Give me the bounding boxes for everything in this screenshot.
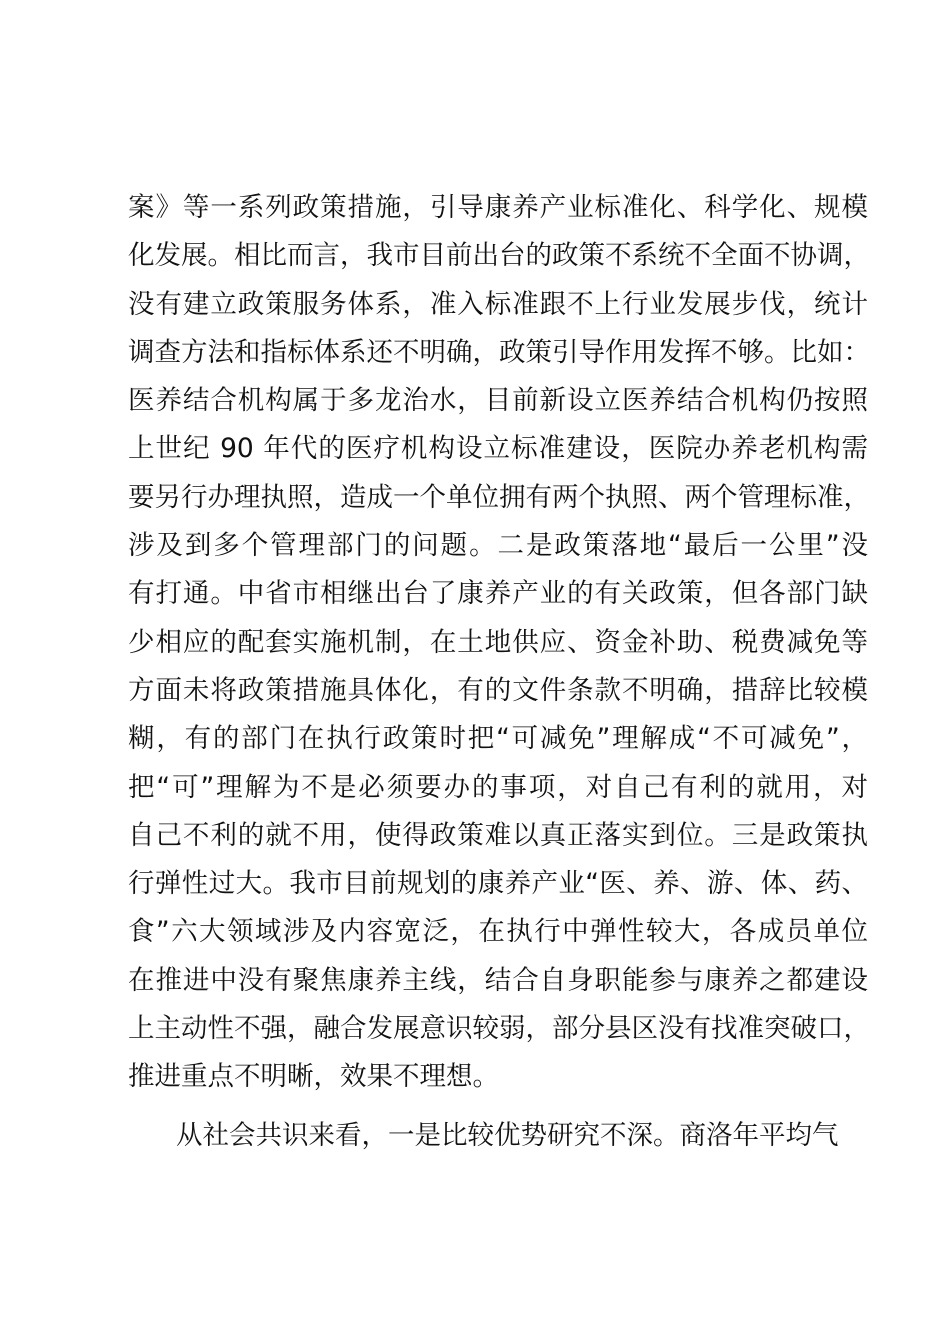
text-line: 化发展。相比而言，我市目前出台的政策不系统不全面不协调，: [128, 240, 870, 272]
text-line: 从社会共识来看，一是比较优势研究不深。商洛年平均气: [176, 1119, 839, 1151]
body-text: [128, 188, 868, 1164]
text-line: 没有建立政策服务体系，准入标准跟不上行业发展步伐，统计: [128, 288, 868, 320]
text-line: 要另行办理执照，造成一个单位拥有两个执照、两个管理标准，: [128, 481, 870, 513]
paragraph-policy-issues: [128, 188, 868, 1106]
paragraph-gap: [128, 1106, 868, 1116]
text-line: 调查方法和指标体系还不明确，政策引导作用发挥不够。比如：: [128, 336, 870, 368]
text-line: 涉及到多个管理部门的问题。二是政策落地“最后一公里”没: [128, 530, 868, 562]
text-line: 在推进中没有聚焦康养主线，结合自身职能参与康养之都建设: [128, 964, 868, 996]
text-line: 医养结合机构属于多龙治水，目前新设立医养结合机构仍按照: [128, 385, 868, 417]
text-line: 有打通。中省市相继出台了康养产业的有关政策，但各部门缺: [128, 578, 868, 610]
text-line: 案》等一系列政策措施，引导康养产业标准化、科学化、规模: [128, 192, 868, 223]
text-line: 食”六大领域涉及内容宽泛，在执行中弹性较大，各成员单位: [128, 916, 868, 948]
text-line: 方面未将政策措施具体化，有的文件条款不明确，措辞比较模: [128, 674, 868, 706]
paragraph-social-consensus: [128, 1116, 868, 1164]
text-line: 推进重点不明晰，效果不理想。: [128, 1061, 499, 1093]
text-line: 上世纪 90 年代的医疗机构设立标准建设，医院办养老机构需: [128, 433, 868, 465]
text-line: 行弹性过大。我市目前规划的康养产业“医、养、游、体、药、: [128, 868, 868, 900]
text-line: 少相应的配套实施机制，在土地供应、资金补助、税费减免等: [128, 626, 868, 658]
text-line: 自己不利的就不用，使得政策难以真正落实到位。三是政策执: [128, 819, 868, 851]
text-line: 糊，有的部门在执行政策时把“可减免”理解成“不可减免”，: [128, 723, 868, 755]
text-line: 上主动性不强，融合发展意识较弱，部分县区没有找准突破口，: [128, 1013, 870, 1045]
text-line: 把“可”理解为不是必须要办的事项，对自己有利的就用，对: [128, 771, 868, 803]
